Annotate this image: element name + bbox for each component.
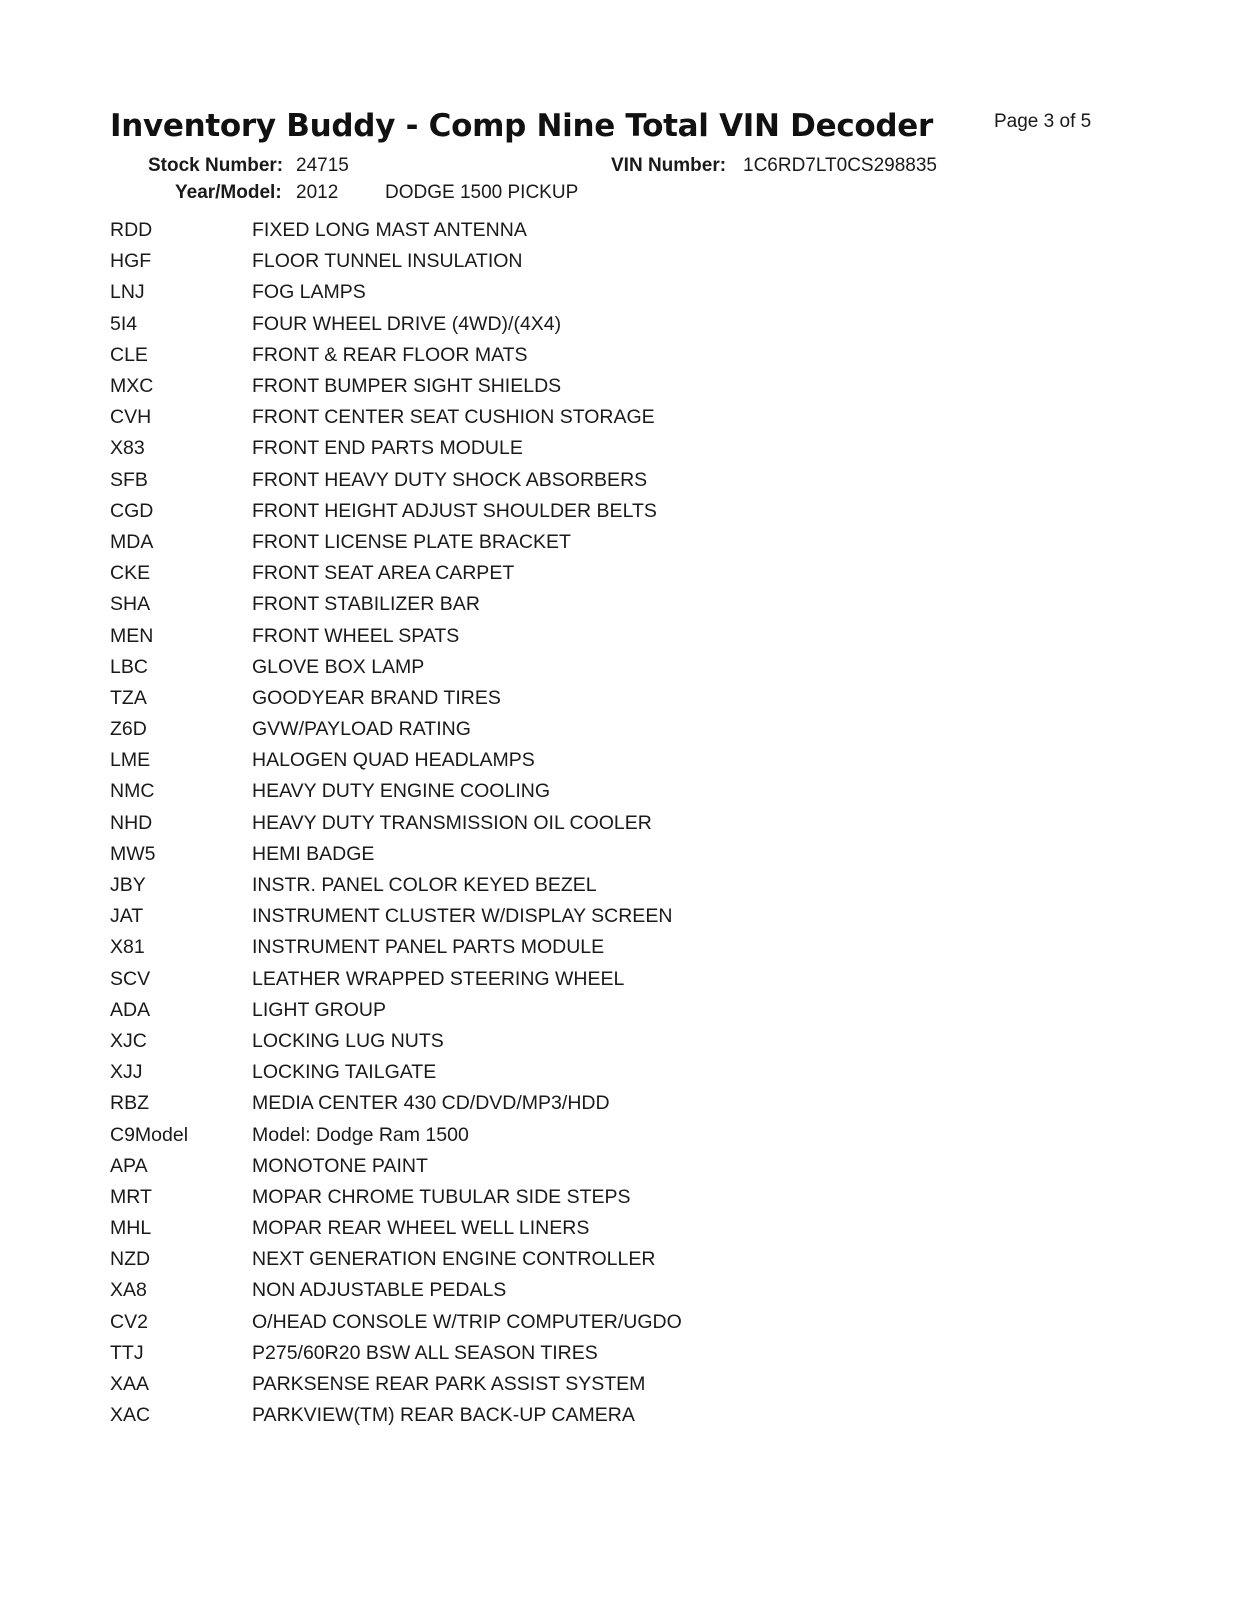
option-code: NHD bbox=[110, 811, 153, 834]
year-value: 2012 bbox=[296, 182, 339, 203]
option-description: PARKSENSE REAR PARK ASSIST SYSTEM bbox=[252, 1373, 646, 1396]
option-code: TTJ bbox=[110, 1341, 144, 1364]
list-item bbox=[110, 1307, 810, 1338]
list-item bbox=[110, 839, 810, 870]
option-description: LEATHER WRAPPED STEERING WHEEL bbox=[252, 967, 625, 990]
option-code: CKE bbox=[110, 562, 151, 585]
list-item bbox=[110, 1026, 810, 1057]
option-code: MXC bbox=[110, 375, 154, 398]
option-code: X81 bbox=[110, 936, 145, 959]
option-description: HEAVY DUTY ENGINE COOLING bbox=[252, 780, 550, 803]
option-description: FRONT STABILIZER BAR bbox=[252, 593, 480, 616]
option-description: PARKVIEW(TM) REAR BACK-UP CAMERA bbox=[252, 1404, 635, 1427]
option-code: CLE bbox=[110, 343, 148, 366]
option-description: O/HEAD CONSOLE W/TRIP COMPUTER/UGDO bbox=[252, 1310, 682, 1333]
list-item bbox=[110, 371, 810, 402]
vin-number-label: VIN Number: bbox=[611, 155, 727, 176]
year-model-label: Year/Model: bbox=[175, 182, 282, 203]
option-code: MDA bbox=[110, 530, 154, 553]
option-code: APA bbox=[110, 1154, 148, 1177]
option-description: INSTRUMENT CLUSTER W/DISPLAY SCREEN bbox=[252, 905, 673, 928]
list-item bbox=[110, 1338, 810, 1369]
list-item bbox=[110, 1119, 810, 1150]
list-item bbox=[110, 932, 810, 963]
option-description: FRONT LICENSE PLATE BRACKET bbox=[252, 530, 571, 553]
model-value: DODGE 1500 PICKUP bbox=[385, 182, 579, 203]
list-item bbox=[110, 309, 810, 340]
list-item bbox=[110, 714, 810, 745]
option-code: JAT bbox=[110, 905, 144, 928]
list-item bbox=[110, 402, 810, 433]
option-description: HALOGEN QUAD HEADLAMPS bbox=[252, 749, 535, 772]
list-item bbox=[110, 1369, 810, 1400]
option-code: MEN bbox=[110, 624, 154, 647]
vin-number-value: 1C6RD7LT0CS298835 bbox=[743, 155, 937, 176]
stock-number-value: 24715 bbox=[296, 155, 349, 176]
list-item bbox=[110, 870, 810, 901]
list-item bbox=[110, 465, 810, 496]
option-code: MRT bbox=[110, 1185, 152, 1208]
list-item bbox=[110, 589, 810, 620]
option-description: FRONT SEAT AREA CARPET bbox=[252, 562, 515, 585]
option-description: FRONT END PARTS MODULE bbox=[252, 437, 523, 460]
option-description: FIXED LONG MAST ANTENNA bbox=[252, 219, 527, 242]
option-code: XJJ bbox=[110, 1061, 143, 1084]
list-item bbox=[110, 901, 810, 932]
option-description: Model: Dodge Ram 1500 bbox=[252, 1123, 469, 1146]
option-description: MONOTONE PAINT bbox=[252, 1154, 428, 1177]
option-code: X83 bbox=[110, 437, 145, 460]
option-description: GOODYEAR BRAND TIRES bbox=[252, 686, 501, 709]
option-code: CV2 bbox=[110, 1310, 148, 1333]
option-description: FRONT HEAVY DUTY SHOCK ABSORBERS bbox=[252, 468, 648, 491]
list-item bbox=[110, 620, 810, 651]
option-code: TZA bbox=[110, 686, 147, 709]
option-code: HGF bbox=[110, 250, 152, 273]
option-code: XAA bbox=[110, 1373, 150, 1396]
list-item bbox=[110, 1213, 810, 1244]
option-code: JBY bbox=[110, 874, 146, 897]
list-item bbox=[110, 1400, 810, 1431]
option-description: HEMI BADGE bbox=[252, 842, 375, 865]
list-item bbox=[110, 433, 810, 464]
option-code: LNJ bbox=[110, 281, 145, 304]
option-code: RBZ bbox=[110, 1092, 149, 1115]
stock-number-label: Stock Number: bbox=[148, 155, 284, 176]
list-item bbox=[110, 808, 810, 839]
option-description: FRONT & REAR FLOOR MATS bbox=[252, 343, 528, 366]
list-item bbox=[110, 652, 810, 683]
list-item bbox=[110, 683, 810, 714]
option-code: XJC bbox=[110, 1029, 147, 1052]
page-title: Inventory Buddy - Comp Nine Total VIN Decoder bbox=[110, 108, 934, 144]
list-item bbox=[110, 1275, 810, 1306]
option-description: MOPAR REAR WHEEL WELL LINERS bbox=[252, 1217, 590, 1240]
list-item bbox=[110, 964, 810, 995]
option-code: SHA bbox=[110, 593, 151, 616]
option-description: GVW/PAYLOAD RATING bbox=[252, 718, 471, 741]
option-description: MEDIA CENTER 430 CD/DVD/MP3/HDD bbox=[252, 1092, 610, 1115]
list-item bbox=[110, 246, 810, 277]
list-item bbox=[110, 995, 810, 1026]
option-code: C9Model bbox=[110, 1123, 189, 1146]
option-code: LME bbox=[110, 749, 151, 772]
option-description: FRONT HEIGHT ADJUST SHOULDER BELTS bbox=[252, 499, 657, 522]
option-description: LOCKING LUG NUTS bbox=[252, 1029, 444, 1052]
list-item bbox=[110, 776, 810, 807]
option-code: MHL bbox=[110, 1217, 152, 1240]
option-code: CGD bbox=[110, 499, 154, 522]
list-item bbox=[110, 340, 810, 371]
option-code: XAC bbox=[110, 1404, 151, 1427]
option-description: NEXT GENERATION ENGINE CONTROLLER bbox=[252, 1248, 656, 1271]
page-number: Page 3 of 5 bbox=[994, 111, 1092, 132]
list-item bbox=[110, 527, 810, 558]
option-description: GLOVE BOX LAMP bbox=[252, 655, 425, 678]
option-description: FRONT BUMPER SIGHT SHIELDS bbox=[252, 375, 562, 398]
option-description: P275/60R20 BSW ALL SEASON TIRES bbox=[252, 1341, 598, 1364]
option-code: XA8 bbox=[110, 1279, 147, 1302]
option-code-list bbox=[110, 215, 810, 1431]
option-description: FRONT CENTER SEAT CUSHION STORAGE bbox=[252, 406, 655, 429]
option-description: LIGHT GROUP bbox=[252, 998, 386, 1021]
option-description: FRONT WHEEL SPATS bbox=[252, 624, 460, 647]
option-description: FOUR WHEEL DRIVE (4WD)/(4X4) bbox=[252, 312, 562, 335]
list-item bbox=[110, 215, 810, 246]
list-item bbox=[110, 1244, 810, 1275]
option-description: HEAVY DUTY TRANSMISSION OIL COOLER bbox=[252, 811, 652, 834]
option-code: SCV bbox=[110, 967, 151, 990]
option-code: RDD bbox=[110, 219, 153, 242]
option-code: MW5 bbox=[110, 842, 156, 865]
option-code: SFB bbox=[110, 468, 148, 491]
list-item bbox=[110, 745, 810, 776]
option-code: CVH bbox=[110, 406, 152, 429]
list-item bbox=[110, 558, 810, 589]
option-code: NMC bbox=[110, 780, 155, 803]
option-code: LBC bbox=[110, 655, 148, 678]
option-description: NON ADJUSTABLE PEDALS bbox=[252, 1279, 507, 1302]
option-description: LOCKING TAILGATE bbox=[252, 1061, 437, 1084]
list-item bbox=[110, 1151, 810, 1182]
option-code: 5I4 bbox=[110, 312, 138, 335]
list-item bbox=[110, 1182, 810, 1213]
list-item bbox=[110, 277, 810, 308]
option-description: MOPAR CHROME TUBULAR SIDE STEPS bbox=[252, 1185, 631, 1208]
list-item bbox=[110, 1088, 810, 1119]
option-code: ADA bbox=[110, 998, 151, 1021]
list-item bbox=[110, 496, 810, 527]
option-code: NZD bbox=[110, 1248, 151, 1271]
option-description: INSTRUMENT PANEL PARTS MODULE bbox=[252, 936, 605, 959]
option-description: FOG LAMPS bbox=[252, 281, 366, 304]
option-code: Z6D bbox=[110, 718, 147, 741]
option-description: INSTR. PANEL COLOR KEYED BEZEL bbox=[252, 874, 597, 897]
option-description: FLOOR TUNNEL INSULATION bbox=[252, 250, 523, 273]
list-item bbox=[110, 1057, 810, 1088]
